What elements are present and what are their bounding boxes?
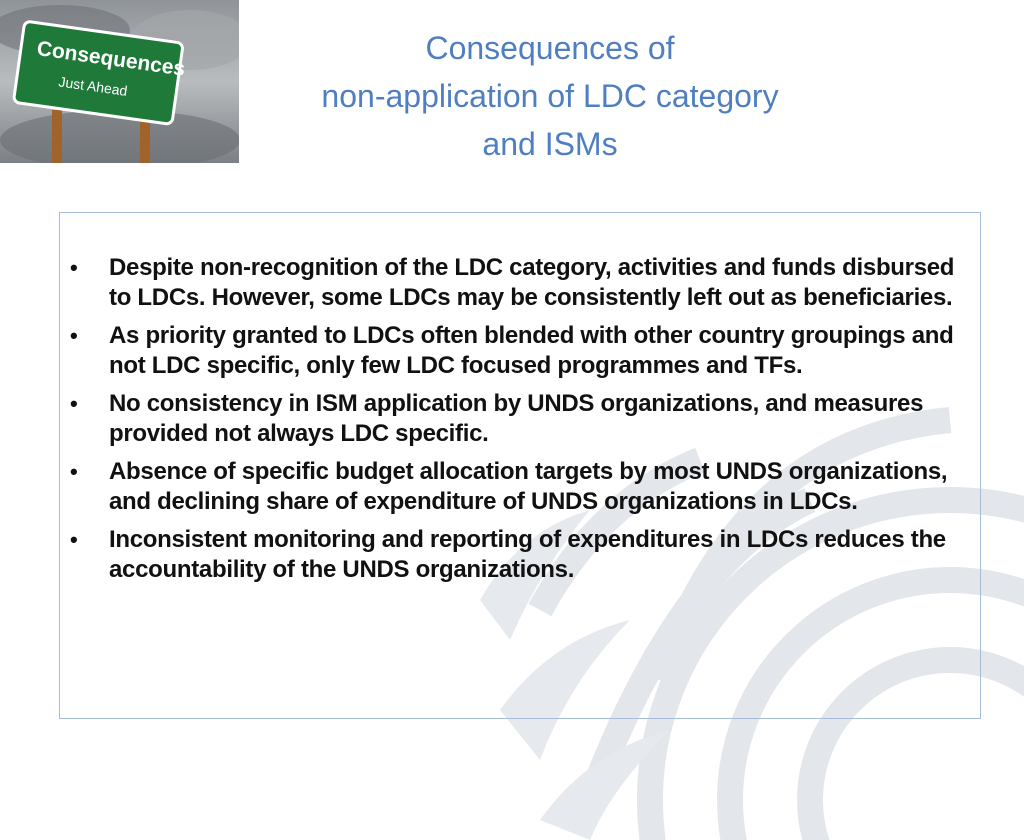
bullet-list — [68, 253, 978, 593]
title-line-1: Consequences of — [425, 30, 675, 66]
bullet-dot-icon: • — [70, 255, 78, 280]
sign-text-line-1: Consequences — [35, 37, 187, 81]
bullet-dot-icon: • — [70, 323, 78, 348]
title-line-2: non-application of LDC category — [321, 78, 779, 114]
title-line-3: and ISMs — [482, 126, 618, 162]
consequences-sign-photo — [0, 0, 239, 163]
bullet-item — [68, 321, 978, 381]
slide-title — [250, 24, 850, 168]
bullet-dot-icon: • — [70, 391, 78, 416]
bullet-text: Inconsistent monitoring and reporting of expenditures in LDCs reduces the accountability of the UNDS organizations. — [109, 526, 946, 583]
bullet-text: As priority granted to LDCs often blended with other country groupings and not LDC specific, only few LDC focused programmes and TFs. — [109, 322, 954, 379]
bullet-dot-icon: • — [70, 459, 78, 484]
bullet-text: Absence of specific budget allocation targets by most UNDS organizations, and declining share of expenditure of UNDS organizations in LDCs. — [109, 458, 948, 515]
bullet-item — [68, 253, 978, 313]
bullet-item — [68, 457, 978, 517]
bullet-text: Despite non-recognition of the LDC category, activities and funds disbursed to LDCs. However, some LDCs may be consistently left out as beneficiaries. — [109, 254, 955, 311]
sign-text-line-2: Just Ahead — [57, 73, 129, 99]
bullet-item — [68, 525, 978, 585]
bullet-item — [68, 389, 978, 449]
bullet-dot-icon: • — [70, 527, 78, 552]
bullet-text: No consistency in ISM application by UNDS organizations, and measures provided not always LDC specific. — [109, 390, 924, 447]
